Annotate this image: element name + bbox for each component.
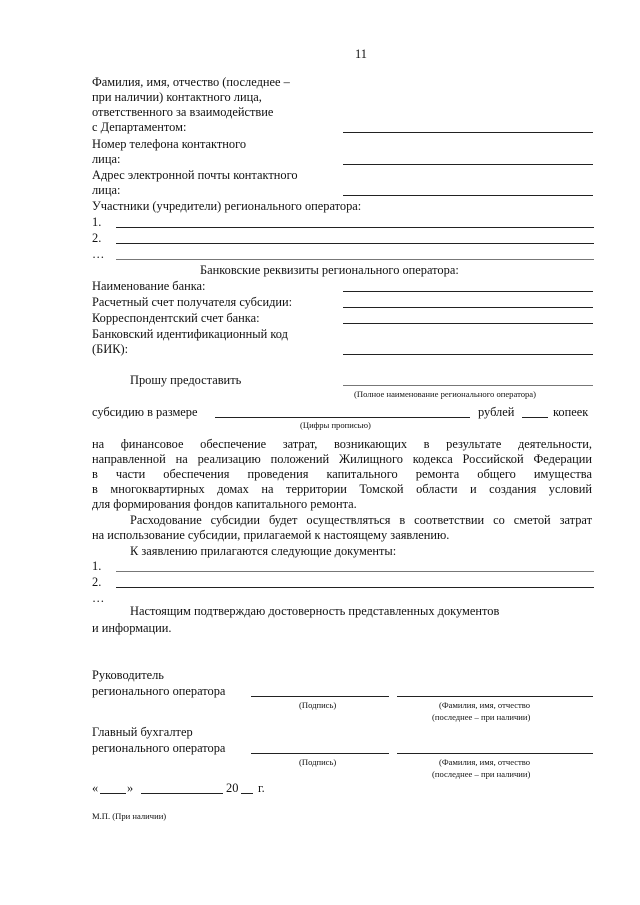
confirm-line-2: и информации. <box>92 621 172 635</box>
attachments-item-number: 1. <box>92 559 102 573</box>
bik-label-line-1: Банковский идентификационный код <box>92 327 288 341</box>
participants-ellipsis: … <box>92 247 105 261</box>
accountant-name-caption-line-1: (Фамилия, имя, отчество <box>439 757 531 767</box>
page-number: 11 <box>355 47 367 61</box>
attachments-ellipsis: … <box>92 591 105 605</box>
bank-name-field[interactable] <box>343 291 593 292</box>
head-signature-field[interactable] <box>251 696 389 697</box>
participants-item-number: 1. <box>92 215 102 229</box>
request-prosu: Прошу предоставить <box>130 373 242 387</box>
participants-field-1[interactable] <box>116 227 594 228</box>
attachments-field-2[interactable] <box>116 587 594 588</box>
accountant-signature-field[interactable] <box>251 753 389 754</box>
date-day-field[interactable] <box>100 780 126 794</box>
subsidy-label: субсидию в размере <box>92 405 198 419</box>
accountant-label-line-2: регионального оператора <box>92 741 226 755</box>
subsidy-amount-field[interactable] <box>215 404 470 418</box>
contact-fio-label-line-1: Фамилия, имя, отчество (последнее – <box>92 75 290 89</box>
kopeck-field[interactable] <box>522 404 548 418</box>
bik-field[interactable] <box>343 354 593 355</box>
contact-email-label-line-1: Адрес электронной почты контактного <box>92 168 298 182</box>
expenses-line-2: на использование субсидии, прилагаемой к настоящему заявлению. <box>92 528 450 542</box>
bank-name-label: Наименование банка: <box>92 279 206 293</box>
date-year-prefix: 20 <box>226 781 239 795</box>
contact-email-label-line-2: лица: <box>92 183 121 197</box>
bik-label-line-2: (БИК): <box>92 342 129 356</box>
amount-caption: (Цифры прописью) <box>300 420 371 430</box>
date-month-field[interactable] <box>141 780 223 794</box>
purpose-line-4: в многоквартирных домах на территории Томской области и создания условий <box>92 482 592 496</box>
participants-field-2[interactable] <box>116 243 594 244</box>
stamp-note: М.П. (При наличии) <box>92 811 167 821</box>
expenses-line-1: Расходование субсидии будет осуществляться в соответствии со сметой затрат <box>130 513 592 527</box>
contact-fio-label-line-3: ответственного за взаимодействие <box>92 105 274 119</box>
bank-section-title: Банковские реквизиты регионального оператора: <box>200 263 459 277</box>
corr-account-field[interactable] <box>343 323 593 324</box>
attachments-title: К заявлению прилагаются следующие документы: <box>130 544 397 558</box>
settlement-account-label: Расчетный счет получателя субсидии: <box>92 295 293 309</box>
participants-field-more[interactable] <box>116 259 594 260</box>
contact-fio-field[interactable] <box>343 132 593 133</box>
date-close-quote: » <box>127 781 134 795</box>
participants-title: Участники (учредители) регионального оператора: <box>92 199 362 213</box>
settlement-account-field[interactable] <box>343 307 593 308</box>
date-year-field[interactable] <box>241 780 253 794</box>
contact-phone-label-line-2: лица: <box>92 152 121 166</box>
contact-phone-field[interactable] <box>343 164 593 165</box>
contact-fio-label-line-4: с Департаментом: <box>92 120 187 134</box>
head-name-caption-line-1: (Фамилия, имя, отчество <box>439 700 531 710</box>
accountant-signature-caption: (Подпись) <box>299 757 337 767</box>
date-open-quote: « <box>92 781 99 795</box>
purpose-line-2: направленной на реализацию положений Жилищного кодекса Российской Федерации <box>92 452 592 466</box>
purpose-line-3: в части обеспечения проведения капитального ремонта общего имущества <box>92 467 592 481</box>
head-name-field[interactable] <box>397 696 593 697</box>
attachments-field-1[interactable] <box>116 571 594 572</box>
attachments-item-number: 2. <box>92 575 102 589</box>
purpose-line-5: для формирования фондов капитального ремонта. <box>92 497 357 511</box>
confirm-line-1: Настоящим подтверждаю достоверность представленных документов <box>130 604 500 618</box>
accountant-name-field[interactable] <box>397 753 593 754</box>
operator-name-caption: (Полное наименование регионального оператора) <box>354 389 536 399</box>
head-label-line-2: регионального оператора <box>92 684 226 698</box>
corr-account-label: Корреспондентский счет банка: <box>92 311 260 325</box>
contact-email-field[interactable] <box>343 195 593 196</box>
rub-label: рублей <box>478 405 515 419</box>
head-signature-caption: (Подпись) <box>299 700 337 710</box>
head-label-line-1: Руководитель <box>92 668 164 682</box>
operator-name-field[interactable] <box>343 385 593 386</box>
purpose-line-1: на финансовое обеспечение затрат, возникающих в результате деятельности, <box>92 437 592 451</box>
head-name-caption-line-2: (последнее – при наличии) <box>432 712 531 722</box>
accountant-name-caption-line-2: (последнее – при наличии) <box>432 769 531 779</box>
participants-item-number: 2. <box>92 231 102 245</box>
accountant-label-line-1: Главный бухгалтер <box>92 725 193 739</box>
date-year-suffix: г. <box>258 781 265 795</box>
contact-fio-label-line-2: при наличии) контактного лица, <box>92 90 262 104</box>
contact-phone-label-line-1: Номер телефона контактного <box>92 137 247 151</box>
kop-label: копеек <box>553 405 589 419</box>
